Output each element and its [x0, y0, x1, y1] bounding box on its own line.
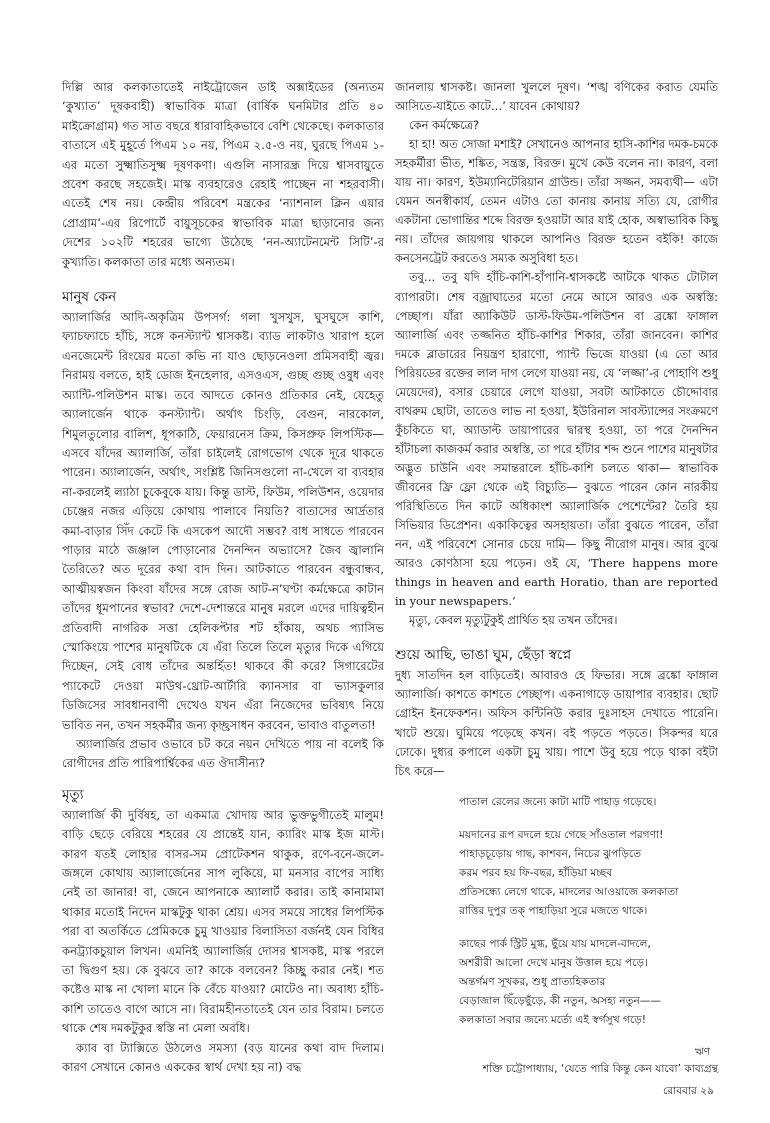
- poem-line: করম পরব হয় ফি-বছর, হাঁড়িয়া মচ্ছব: [459, 866, 613, 879]
- poem-line: প্রতিসন্ধ্যে লেগে থাকে, মাদলের আওয়াজে কলকাতা: [459, 885, 679, 898]
- poem-line: ময়দানের রূপ বদলে হয়ে গেছে সাঁওতাল পরগণা!: [459, 828, 664, 841]
- poem-stanza: [459, 935, 718, 1030]
- poem-line: অশরীরী আলো দেখে মানুষ উত্তাল হয়ে পড়ে।: [459, 956, 648, 969]
- body-paragraph: অ্যালার্জির আদি-অকৃত্রিম উপসর্গ: গলা খুসখুস, ঘুসঘুসে কাশি, ফ্যাচফ্যাচে হাঁচি, সঙ্গে কনস্ট্যান্ট শ্বাসকষ্ট। ব্যাড লাকটাও খারাপ হলে এনজেমেন্ট রিংয়ের মতো কভি না যাও ছোড়নেওলা প্রমিসবাহী জ্বর। নিরাময় বলতে, হাই ডোজ ইনহেলার, এসওএস, গুচ্ছ গুচ্ছ ওষুধ এবং অ্যান্টি-পলিউশন মাস্ক। তবে আদতে কোনও প্রতিকার নেই, যেহেতু অ্যালার্জেন থাকে কনস্ট্যান্ট। অর্থাৎ চিংড়ি, বেগুন, নারকোল, শিমুলতুলোর বালিশ, ধূপকাঠি, ফেয়ারনেস ক্রিম, কিসপ্রুফ লিপস্টিক— এসবে যাঁদের অ্যালার্জি, তাঁরা চাইলেই রোগভোগ থেকে দূরে থাকতে পারেন। অ্যালার্জেন, অর্থাৎ, সংশ্লিষ্ট জিনিসগুলো না-খেলে বা ব্যবহার না-করলেই ল্যাঠা চুকেবুকে যায়। কিন্তু ডাস্ট, ফিউম, পলিউশন, ওয়েদার চেঞ্জের নজর এড়িয়ে কোথায় পালাবে নিয়তি? বাতাসের আর্দ্রতার কমা-বাড়ার সিঁদ কেটে কি এসকেপ আদৌ সম্ভব? বাধ সাধতে পারবেন পাড়ার মাঠে জঞ্জাল পোড়ানোর দৈনন্দিন অভ্যাসে? জৈব জ্বালানি তৈরিতে? অত দূরের কথা বাদ দিন। আটকাতে পারবেন বন্ধুবান্ধব, আত্মীয়স্বজন কিংবা যাঁদের সঙ্গে রোজ আট-ন’ঘণ্টা কর্মক্ষেত্রে কাটান তাঁদের ধূমপানের স্বভাব? দেশে-দেশান্তরে মানুষ মরলে এদের দায়িত্বহীন প্রতিবাদী নাগরিক সত্তা হেলিকপ্টার শট হাঁকায়, অথচ প্যাসিভ স্মোকিংয়ে পাশের মানুষটিকে যে এঁরা তিলে তিলে মৃত্যুর দিকে এগিয়ে দিচ্ছেন, সেই বোধ তাঁদের অন্তর্হিত! থাকবে কী করে? সিগারেটের প্যাকেটে দেওয়া মাউথ-থ্রোট-আর্টারি ক্যানসার বা ভ্যাসকুলার ডিজিসের সাবধানবাণী দেখেও যখন এঁরা নিজেদের ভবিষ্যৎ নিয়ে ভাবিত নন, তখন সহকর্মীর জন্য কৃচ্ছ্রসাধন করবেন, ভাবাও বাতুলতা!: [62, 310, 384, 732]
- poem-line: রাত্তির দুপুর তক্ পাহাড়িয়া সুরে মজতে থাকে।: [459, 904, 648, 917]
- body-paragraph: দুধ্য সাতদিন হল বাড়িতেই। আবারও হে ফিভার। সঙ্গে ব্রঙ্কো ফাঙ্গাল অ্যালার্জি। কাশতে কাশতে পেচ্ছাপ। একনাগাড়ে ডায়াপার ব্যবহার। ছোট গ্রোইন ইনফেকশন। অফিস কন্টিনিউ করার দুঃসাহস দেখাতে পারেনি। খাটে শুয়ে। ঘুমিয়ে পড়েছে কখন। বই পড়তে পড়তে। সিকন্দর ঘরে ঢোকে। দুধ্যর কপালে একটা চুমু খায়। পাশে উবু হয়ে পড়ে থাকা বইটা চিৎ করে—: [395, 668, 718, 778]
- poem-line: পাতাল রেলের জন্যে কাটা মাটি পাহাড় গড়েছে।: [459, 795, 657, 808]
- page-footer: রোববার ২৯: [662, 1085, 714, 1097]
- left-column: [62, 78, 384, 1078]
- body-paragraph: কেন কর্মক্ষেত্রে?: [409, 118, 480, 133]
- body-paragraph: অ্যালার্জি কী দুর্বিষহ, তা একমাত্র খোদায় আর ভুক্তভুগীতেই মালুম! বাড়ি ছেড়ে বেরিয়ে শহরের যে প্রান্তেই যান, ক্যারিং মাস্ক ইজ মাস্ট। কারণ যতই লোহার বাসর-সম প্রোটেকশন থাকুক, রণে-বনে-জলে-জঙ্গলে কোথায় অ্যালার্জেনের সাপ লুকিয়ে, মা মনসার বাপের সাধ্যি নেই তা জানার! বা, জেনে আপনাকে অ্যালার্ট করার। তাই কানামামা থাকার মতোই নিদেন মাস্কটুকু থাকা শ্রেয়। এসব সময়ে সাধের লিপস্টিক পরা বা অতর্কিতে প্রেমিককে চুমু খাওয়ার বিলাসিতা বর্জনই যেন বিধির কনট্র্যাকচুয়াল লিখন। এমনিই অ্যালার্জির দোসর শ্বাসকষ্ট, মাস্ক পরলে তা দ্বিগুণ হয়। কে বুঝবে তা? কাকে বলবেন? কিচ্ছু করার নেই। শত কষ্টেও মাস্ক না খোলা মানে কি বেঁচে যাওয়া? মোটেও না। অবাধ্য হাঁচি-কাশি তাতেও বাগে আসে না। বিরামহীনতাতেই যেন তার বিরাম। চলতে থাকে শেষ দমকটুকুর স্বস্তি না মেলা অবধি।: [62, 807, 384, 1036]
- poem-line: কলকাতা সবার জন্যে মর্ত্যে এই স্বর্গসুখ গড়ে!: [459, 1013, 647, 1026]
- body-paragraph: [395, 268, 718, 611]
- poem-line: বেড়াজাল ছিঁড়েছুঁড়ে, কী নতুন, অসহ্য নতুন——: [459, 994, 661, 1007]
- poem-line: পাহাড়চূড়োয় গাছ, কাশবন, নিচের ঝুপড়িতে: [459, 847, 642, 860]
- poem-credit: [395, 1044, 718, 1078]
- body-paragraph: অ্যালার্জির প্রভাব ওভাবে চট করে নয়ন দেখিতে পায় না বলেই কি রোগীদের প্রতি পারিপার্শ্বিকের এত ঔদাসীন্য?: [62, 737, 384, 771]
- credit-label: ঋণ: [694, 1045, 710, 1058]
- body-paragraph: দিল্লি আর কলকাতাতেই নাইট্রোজেন ডাই অক্সাইডের (অন্যতম ‘কুখ্যাত’ দূষকবাহী) স্বাভাবিক মাত্রা (বার্ষিক ঘনমিটার প্রতি ৪০ মাইক্রোগ্রাম) গত সাত বছরে ধারাবাহিকভাবে বেশি থেকেছে। কলকাতার বাতাসে এই মুহূর্তে পিএম ১০ নয়, পিএম ২.৫-ও নয়, ঘুরছে পিএম ১-এর মতো সুক্ষ্মাতিসুক্ষ্ম দূষণকণা। এগুলি নাসারন্ধ্র দিয়ে শ্বাসবায়ুতে প্রবেশ করছে সহজেই। মাস্ক ব্যবহারেও রেহাই পাচ্ছেন না শহরবাসী। এতেই শেষ নয়। কেন্দ্রীয় পরিবেশ মন্ত্রকের ‘ন্যাশনাল ক্লিন এয়ার প্রোগ্রাম’-এর রিপোর্টে বায়ুসূচকের স্বাভাবিক মাত্রা ছাড়ানোর জন্য দেশের ১০২টি শহরের ভাগ্যে উঠেছে ‘নন-অ্যাটেনমেন্ট সিটি’-র কুখ্যাতি। কলকাতা তার মধ্যে অন্যতম।: [62, 80, 384, 269]
- poem-excerpt: [395, 793, 718, 1030]
- body-paragraph: মৃত্যু, কেবল মৃত্যুটুকুই প্রার্থিত হয় তখন তাঁদের।: [409, 613, 618, 628]
- body-paragraph: হা হা! অত সোজা মশাই? সেখানেও আপনার হাসি-কাশির দমক-চমকে সহকর্মীরা ভীত, শঙ্কিত, সন্ত্রস্ত, বিরক্ত। মুখে কেউ বলেন না। কারণ, বলা যায় না। কারণ, ইউম্যানিটেরিয়ান গ্রাউন্ড। তাঁরা সজ্জন, সমব্যথী— এটা যেমন অনস্বীকার্য, তেমন এটাও তো কানায় কানায় সত্যি যে, রোগীর একটানা ভোগান্তির শব্দে বিরক্ত হওয়াটা আর যাই হোক, অস্বাভাবিক কিছু নয়। তাঁদের জায়গায় থাকলে আপনিও বিরক্ত হতেন বইকি! কাজে কনসেনট্রেট করতেও সম্যক অসুবিধা হত।: [395, 137, 718, 266]
- poem-line: অন্তর্গমণ সূখকর, শুধু প্রাত্যহিকতার: [459, 975, 606, 988]
- english-quote: ‘There happens more things in heaven and earth Horatio, than are reported in your newspapers.’: [395, 556, 718, 609]
- body-text: তবু… তবু যদি হাঁচি-কাশি-হাঁপানি-শ্বাসকষ্টে আটকে থাকত টোটাল ব্যাপারটা। শেষ বজ্রাঘাতের মতো নেমে আসে আরও এক অস্বস্তি: পেচ্ছাপ। যাঁরা অ্যাকিউট ডাস্ট-ফিউম-পলিউশন বা ব্রঙ্কো ফাঙ্গাল অ্যালার্জি এবং তজ্জনিত হাঁচি-কাশির শিকার, তাঁরা জানবেন। কাশির দমকে ব্লাডারের নিয়ন্ত্রণ হারাণো, প্যান্ট ভিজে যাওয়া (এ তো আর পিরিয়ডের রক্তের লাল দাগ লেগে যাওয়া নয়, যে ‘লজ্জা’-র পোহাণি শুধু মেয়েদের), বসার চেয়ারে লেগে যাওয়া, সবটা আটকাতে চৌদ্দোবার বাথরুম ছোটা, তাতেও লাভ না হওয়া, ইউরিনাল সাবস্ট্যান্সের সংক্রমণে কুঁচকিতে ঘা, অ্যাডাল্ট ডায়াপারের দ্বারস্থ হওয়া, তা পরে দৈনন্দিন হাঁটাচলা কাজকর্ম করার অস্বস্তি, তা পরে হাঁটার শব্দ শুনে পাশের মানুষটার অদ্ভুত চাউনি এবং সমান্তরালে হাঁচি-কাশি চলতে থাকা— স্বাভাবিক জীবনের ফ্রি ফ্লো থেকে এই বিচ্যুতি— বুঝতে পারেন কোন নারকীয় পরিস্থিতিতে দিন কাটে অধিকাংশ অ্যালার্জিক পেশেন্টের? তৈরি হয় সিভিয়ার ডিপ্রেশন। একাকিত্বের অসহায়তা। তাঁরা বুঝতে পারেন, তাঁরা নন, এই পরিবেশে সোনার চেয়ে দামি— কিছু নীরোগ মানুষ। আর বুঝে আরও কোণঠাসা হয়ে পড়েন। ওই যে,: [395, 270, 718, 571]
- section-heading: মৃত্যু: [62, 786, 84, 803]
- poem-stanza: [459, 826, 718, 921]
- poem-stanza: [459, 793, 718, 812]
- section-heading: শুয়ে আছি, ভাঙা ঘুম, ছেঁড়া স্বপ্নে: [395, 647, 572, 664]
- body-paragraph: জানলায় শ্বাসকষ্ট। জানলা খুললে দূষণ। ‘শঙ্খ বণিকের করাত যেমতি আসিতে-যাইতে কাটে…’ যাবেন কোথায়?: [395, 80, 718, 114]
- section-heading: মানুষ কেন: [62, 289, 117, 306]
- poem-line: কাছের পার্ক স্ট্রিট মুগ্ধ, ছুঁয়ে যায় মাদলে-বাদলে,: [459, 937, 651, 950]
- right-column: [395, 78, 718, 1078]
- credit-source: শক্তি চট্টোপাধ্যায়, ‘যেতে পারি কিন্তু কেন যাবো’ কাব্যগ্রন্থ: [482, 1062, 718, 1075]
- body-paragraph: ক্যাব বা ট্যাক্সিতে উঠলেও সমস্যা (বড় যানের কথা বাদ দিলাম। কারণ সেখানে কোনও এককের স্বার্থ দেখা হয় না) বদ্ধ: [62, 1040, 384, 1075]
